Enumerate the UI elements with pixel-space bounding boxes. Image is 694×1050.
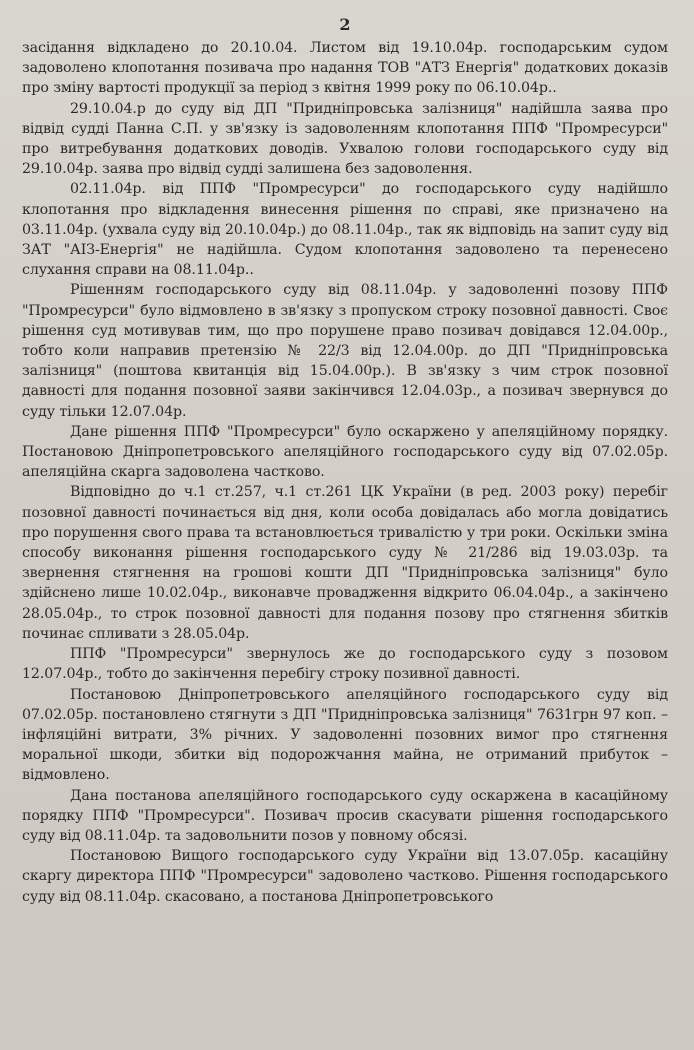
paragraph-appellate-ruling: Постановою Дніпропетровського апеляційного господарського суду від 07.02.05р. постановлено стягнути з ДП "Придніпровська залізниця" 7631грн 97 коп. – інфляційні витрати, 3% річних. У задоволенні позовних вимог про стягнення моральної шкоди, збитки від подорожчання майна, не отриманий прибуток – відмовлено. [22, 686, 668, 784]
page-number: 2 [339, 15, 351, 34]
paragraph-continuation: засідання відкладено до 20.10.04. Листом від 19.10.04р. господарським судом задоволено клопотання позивача про надання ТОВ "АТЗ Енергія" додаткових доказів про зміну вартості продукції за період з квітня 1999 року по 06.10.04р.. [22, 40, 668, 97]
paragraph-claim-filed: ППФ "Промресурси" звернулось же до господарського суду з позовом 12.07.04р., тобто до закінчення перебігу строку позивної давності. [22, 646, 668, 683]
document-body [22, 38, 668, 907]
paragraph-recusal-request: 29.10.04.р до суду від ДП "Придніпровська залізниця" надійшла заява про відвід судді Панна С.П. у зв'язку із задоволенням клопотання ППФ "Промресурси" про витребування додаткових доводів. Ухвалою голови господарського суду від 29.10.04р. заява про відвід судді залишена без задоволення. [22, 100, 668, 178]
paragraph-limitation-period: Відповідно до ч.1 ст.257, ч.1 ст.261 ЦК України (в ред. 2003 року) перебіг позовної давності починається від дня, коли особа довідалась або могла довідатись про порушення свого права та встановлюється тривалістю у три роки. Оскільки зміна способу виконання рішення господарського суду № 21/286 від 19.03.03р. та звернення стягнення на грошові кошти ДП "Придніпровська залізниця" було здійснено лише 10.02.04р., виконавче провадження відкрито 06.04.04р., а закінчено 28.05.04р., то строк позовної давності для подання позову про стягнення збитків починає спливати з 28.05.04р. [22, 484, 668, 642]
paragraph-supreme-court-ruling: Постановою Вищого господарського суду України від 13.07.05р. касаційну скаргу директора ППФ "Промресурси" задоволено частково. Рішення господарського суду від 08.11.04р. скасовано, а постанова Дніпропетровського [22, 848, 668, 905]
paragraph-court-decision: Рішенням господарського суду від 08.11.04р. у задоволенні позову ППФ "Промресурси" було відмовлено в зв'язку з пропуском строку позовної давності. Своє рішення суд мотивував тим, що про порушене право позивач довідався 12.04.00р., тобто коли направив претензію № 22/3 від 12.04.00р. до ДП "Придніпровська залізниця" (поштова квитанція від 15.04.00р.). В зв'язку з чим строк позовної давності для подання позовної заяви закінчився 12.04.03р., а позивач звернувся до суду тільки 12.07.04р. [22, 282, 668, 420]
paragraph-cassation-appeal: Дана постанова апеляційного господарського суду оскаржена в касаційному порядку ППФ "Промресурси". Позивач просив скасувати рішення господарського суду від 08.11.04р. та задовольнити позов у повному обсязі. [22, 787, 668, 844]
paragraph-appeal: Дане рішення ППФ "Промресурси" було оскаржено у апеляційному порядку. Постановою Дніпропетровського апеляційного господарського суду від 07.02.05р. апеляційна скарга задоволена частково. [22, 423, 668, 481]
paragraph-postponement-motion: 02.11.04р. від ППФ "Промресурси" до господарського суду надійшло клопотання про відкладення винесення рішення по справі, яке призначено на 03.11.04р. (ухвала суду від 20.10.04р.) до 08.11.04р., так як відповідь на запит суду від ЗАТ "АІЗ-Енергія" не надійшла. Судом клопотання задоволено та перенесено слухання справи на 08.11.04р.. [22, 181, 668, 279]
